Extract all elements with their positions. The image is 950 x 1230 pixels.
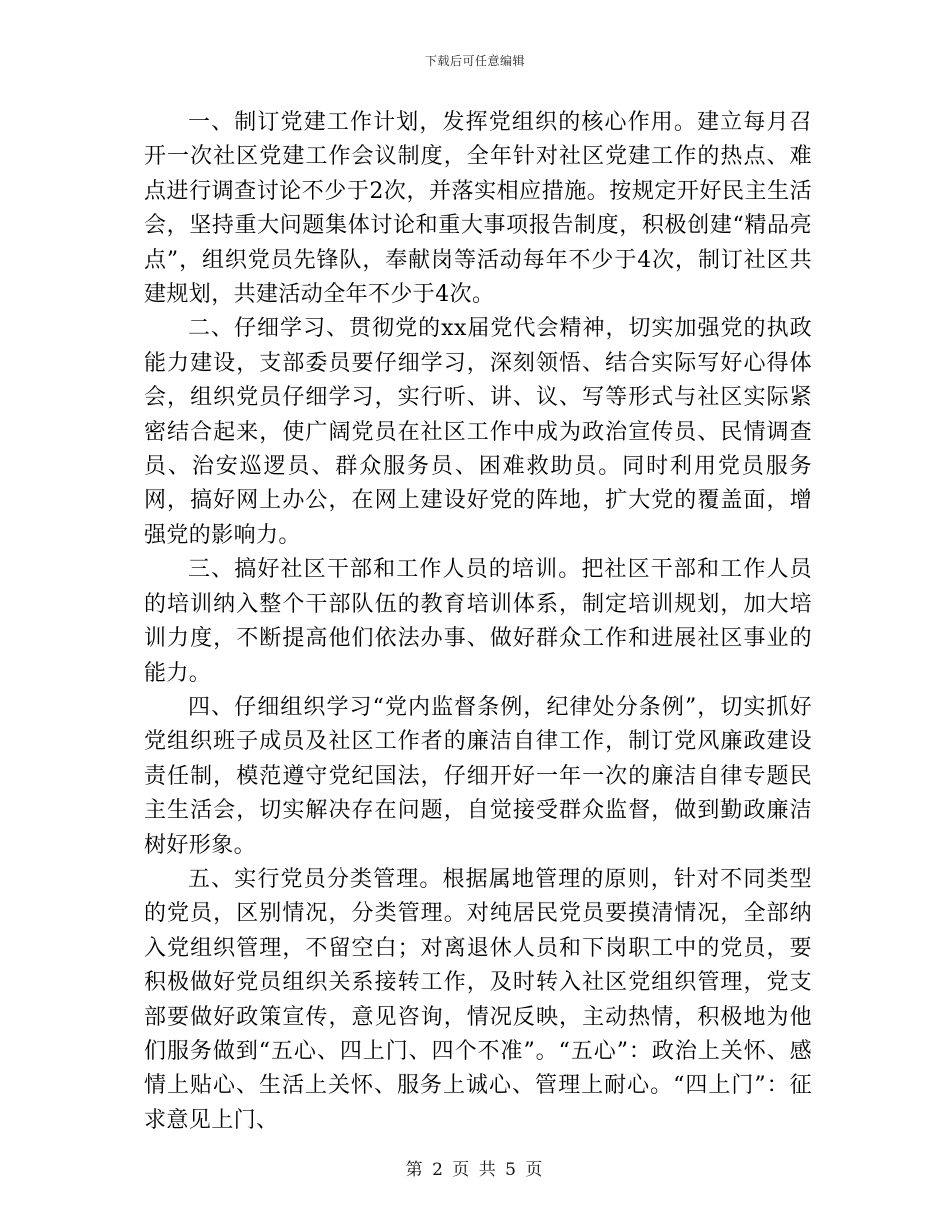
document-body: [144, 106, 812, 1138]
paragraph-5: 五、实行党员分类管理。根据属地管理的原则，针对不同类型的党员，区别情况，分类管理。对纯居民党员要摸清情况，全部纳入党组织管理，不留空白；对离退休人员和下岗职工中的党员，要积极做好党员组织关系接转工作，及时转入社区党组织管理，党支部要做好政策宣传，意见咨询，情况反映，主动热情，积极地为他们服务做到“五心、四上门、四个不准”。“五心”：政治上关怀、感情上贴心、生活上关怀、服务上诚心、管理上耐心。“四上门”：征求意见上门、: [144, 866, 812, 1133]
page-header-note: 下载后可任意编辑: [424, 54, 525, 68]
page-number-footer: 第 2 页 共 5 页: [405, 1160, 545, 1180]
paragraph-1: 一、制订党建工作计划，发挥党组织的核心作用。建立每月召开一次社区党建工作会议制度，全年针对社区党建工作的热点、难点进行调查讨论不少于2次，并落实相应措施。按规定开好民主生活会，坚持重大问题集体讨论和重大事项报告制度，积极创建“精品亮点”，组织党员先锋队，奉献岗等活动每年不少于4次，制订社区共建规划，共建活动全年不少于4次。: [144, 110, 812, 308]
paragraph-3: 三、搞好社区干部和工作人员的培训。把社区干部和工作人员的培训纳入整个干部队伍的教育培训体系，制定培训规划，加大培训力度，不断提高他们依法办事、做好群众工作和进展社区事业的能力。: [144, 557, 812, 686]
paragraph-2: 二、仔细学习、贯彻党的xx届党代会精神，切实加强党的执政能力建设，支部委员要仔细学习，深刻领悟、结合实际写好心得体会，组织党员仔细学习，实行听、讲、议、写等形式与社区实际紧密结合起来，使广阔党员在社区工作中成为政治宣传员、民情调查员、治安巡逻员、群众服务员、困难救助员。同时利用党员服务网，搞好网上办公，在网上建设好党的阵地，扩大党的覆盖面，增强党的影响力。: [144, 316, 812, 548]
paragraph-4: 四、仔细组织学习“党内监督条例，纪律处分条例”，切实抓好党组织班子成员及社区工作者的廉洁自律工作，制订党风廉政建设责任制，模范遵守党纪国法，仔细开好一年一次的廉洁自律专题民主生活会，切实解决存在问题，自觉接受群众监督，做到勤政廉洁树好形象。: [144, 694, 812, 858]
